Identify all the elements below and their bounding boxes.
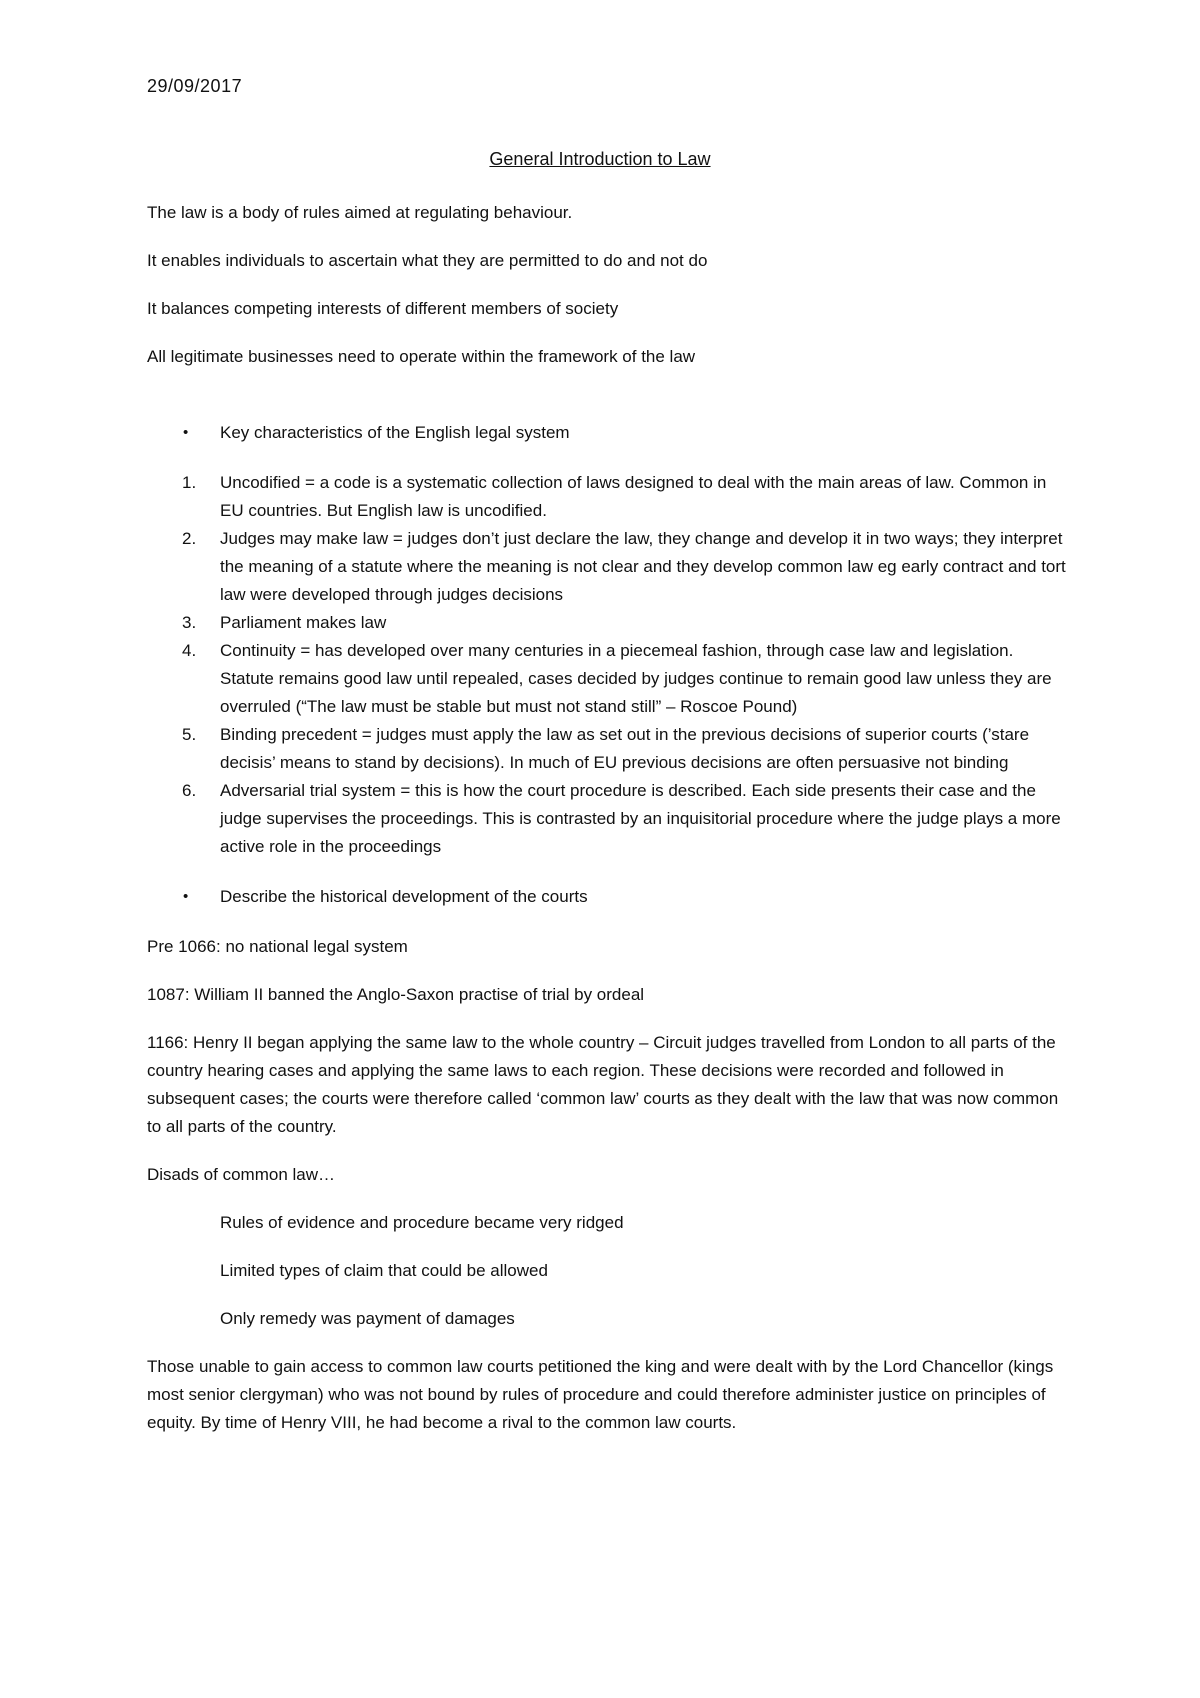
bullet-heading-history	[147, 883, 1067, 911]
bullet-icon: •	[183, 424, 189, 441]
list-item-number: 5.	[182, 725, 197, 744]
list-item-number: 6.	[182, 781, 197, 800]
history-paragraph: Pre 1066: no national legal system	[147, 937, 408, 956]
disads-item: Limited types of claim that could be allowed	[220, 1261, 548, 1280]
list-item	[147, 637, 1067, 721]
bullet-heading-text: Key characteristics of the English legal system	[220, 423, 570, 442]
list-item	[147, 525, 1067, 609]
disads-item: Only remedy was payment of damages	[220, 1309, 515, 1328]
section-spacer	[147, 371, 1067, 419]
list-item	[147, 469, 1067, 525]
history-paragraph: 1166: Henry II began applying the same law to the whole country – Circuit judges travelled from London to all parts of the country hearing cases and applying the same laws to each region. These decisions were recorded and followed in subsequent cases; the courts were therefore called ‘common law’ courts as they dealt with the law that was now common to all parts of the country.	[147, 1033, 1059, 1136]
list-item-text: Adversarial trial system = this is how the court procedure is described. Each side presents their case and the judge supervises the proceedings. This is contrasted by an inquisitorial procedure where the judge plays a more active role in the proceedings	[220, 781, 1061, 856]
list-item-text: Judges may make law = judges don’t just declare the law, they change and develop it in two ways; they interpret the meaning of a statute where the meaning is not clear and they develop common law eg early contract and tort law were developed through judges decisions	[220, 529, 1066, 604]
characteristics-list	[147, 469, 1067, 861]
list-item-text: Binding precedent = judges must apply the law as set out in the previous decisions of superior courts (’stare decisis’ means to stand by decisions). In much of EU previous decisions are often persuasive not binding	[220, 725, 1030, 772]
list-item	[147, 721, 1067, 777]
bullet-heading-text: Describe the historical development of the courts	[220, 887, 588, 906]
list-item-text: Uncodified = a code is a systematic collection of laws designed to deal with the main areas of law. Common in EU countries. But English law is uncodified.	[220, 473, 1047, 520]
disads-item: Rules of evidence and procedure became very ridged	[220, 1213, 624, 1232]
list-item	[147, 609, 1067, 637]
list-item-text: Parliament makes law	[220, 613, 387, 632]
bullet-heading-characteristics	[147, 419, 1067, 447]
document-body	[147, 199, 1067, 1457]
intro-paragraph: All legitimate businesses need to operate within the framework of the law	[147, 347, 696, 366]
list-item-number: 1.	[182, 473, 197, 492]
list-item-number: 2.	[182, 529, 197, 548]
document-title: General Introduction to Law	[489, 149, 711, 169]
document-date: 29/09/2017	[147, 76, 243, 96]
history-paragraph: 1087: William II banned the Anglo-Saxon practise of trial by ordeal	[147, 985, 645, 1004]
list-item	[147, 777, 1067, 861]
intro-paragraph: It enables individuals to ascertain what they are permitted to do and not do	[147, 251, 708, 270]
list-item-number: 4.	[182, 641, 197, 660]
list-item-number: 3.	[182, 613, 197, 632]
intro-paragraph: The law is a body of rules aimed at regulating behaviour.	[147, 203, 573, 222]
disads-heading: Disads of common law…	[147, 1165, 336, 1184]
bullet-icon: •	[183, 888, 189, 905]
list-item-text: Continuity = has developed over many centuries in a piecemeal fashion, through case law and legislation. Statute remains good law until repealed, cases decided by judges continue to remain good law unless they are overruled (“The law must be stable but must not stand still” – Roscoe Pound)	[220, 641, 1052, 716]
equity-paragraph: Those unable to gain access to common law courts petitioned the king and were dealt with by the Lord Chancellor (kings most senior clergyman) who was not bound by rules of procedure and could therefore administer justice on principles of equity. By time of Henry VIII, he had become a rival to the common law courts.	[147, 1357, 1054, 1432]
intro-paragraph: It balances competing interests of different members of society	[147, 299, 619, 318]
